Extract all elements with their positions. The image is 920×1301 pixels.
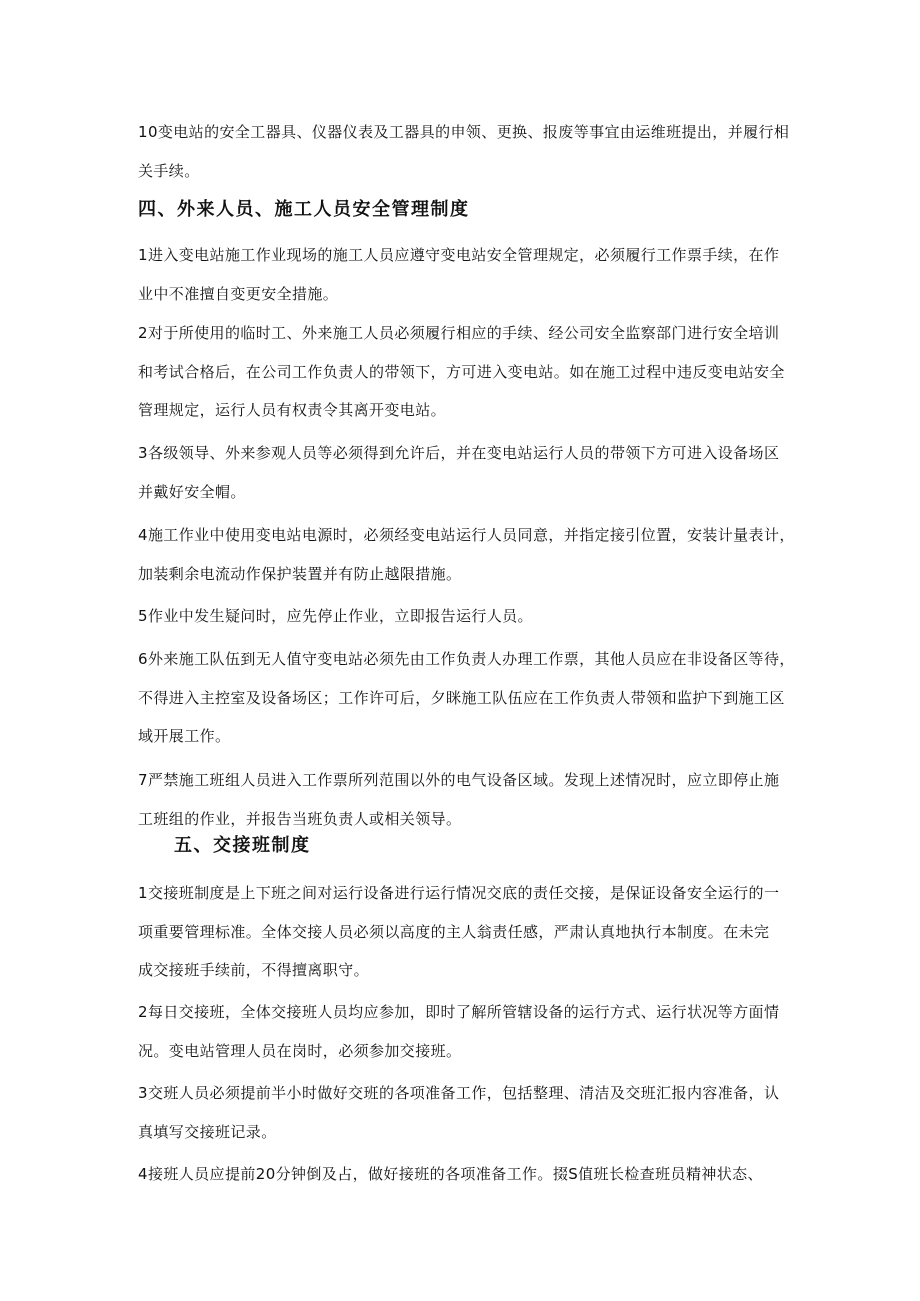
paragraph-item-7 xyxy=(138,761,798,838)
paragraph-line: 4接班人员应提前20分钟倒及占，做好接班的各项准备工作。掇S值班长检查班员精神状态、 xyxy=(138,1165,763,1183)
paragraph-line: 域开展工作。 xyxy=(138,727,231,745)
paragraph-line: 工班组的作业，并报告当班负责人或相关领导。 xyxy=(138,809,462,828)
paragraph-line: 2每日交接班，全体交接班人员均应参加，即时了解所管辖设备的运行方式、运行状况等方面情 xyxy=(138,1003,780,1021)
paragraph-line: 1进入变电站施工作业现场的施工人员应遵守变电站安全管理规定，必须履行工作票手续，在作 xyxy=(138,246,780,264)
paragraph-line: 2对于所使用的临时工、外来施工人员必须履行相应的手续、经公司安全监察部门进行安全培训 xyxy=(138,324,780,342)
paragraph-line: 3各级领导、外来参观人员等必须得到允许后，并在变电站运行人员的带领下方可进入设备场区 xyxy=(138,444,780,462)
paragraph-item-4 xyxy=(138,516,798,593)
paragraph-line: 业中不准擅自变更安全措施。 xyxy=(138,284,339,303)
paragraph-handover-1 xyxy=(138,874,798,990)
section-heading-4: 四、外来人员、施工人员安全管理制度 xyxy=(138,199,470,220)
paragraph-handover-2 xyxy=(138,993,798,1070)
paragraph-line: 和考试合格后，在公司工作负责人的带领下，方可进入变电站。如在施工过程中违反变电站安全 xyxy=(138,362,785,381)
paragraph-line: 加装剩余电流动作保护装置并有防止越限措施。 xyxy=(138,564,462,583)
paragraph-line: 不得进入主控室及设备场区；工作许可后，夕眯施工队伍应在工作负责人带领和监护下到施工区 xyxy=(138,688,785,707)
paragraph-line: 成交接班手续前，不得擅离职守。 xyxy=(138,961,370,979)
paragraph-line: 10变电站的安全工器具、仪器仪表及工器具的申领、更换、报废等事宜由运维班提出，并履行相 xyxy=(138,123,790,141)
paragraph-line: 并戴好安全帽。 xyxy=(138,482,246,501)
paragraph-line: 1交接班制度是上下班之间对运行设备进行运行情况交底的责任交接，是保证设备安全运行的一 xyxy=(138,884,780,902)
paragraph-item-1 xyxy=(138,236,798,313)
paragraph-item-3 xyxy=(138,434,798,511)
paragraph-line: 7严禁施工班组人员进入工作票所列范围以外的电气设备区域。发现上述情况时，应立即停止施 xyxy=(138,771,780,789)
paragraph-handover-4 xyxy=(138,1155,798,1194)
section-heading-5: 五、交接班制度 xyxy=(174,835,311,856)
paragraph-line: 6外来施工队伍到无人值守变电站必须先由工作负责人办理工作票，其他人员应在非设备区等待， xyxy=(138,650,795,668)
paragraph-line: 真填写交接班记录。 xyxy=(138,1122,277,1141)
paragraph-line: 5作业中发生疑问时，应先停止作业，立即报告运行人员。 xyxy=(138,607,533,625)
paragraph-item-6 xyxy=(138,640,798,756)
paragraph-tools xyxy=(138,113,798,190)
paragraph-handover-3 xyxy=(138,1074,798,1151)
paragraph-item-2 xyxy=(138,314,798,430)
paragraph-item-5 xyxy=(138,597,798,636)
paragraph-line: 关手续。 xyxy=(138,161,200,180)
paragraph-line: 4施工作业中使用变电站电源时，必须经变电站运行人员同意，并指定接引位置，安装计量表计， xyxy=(138,526,795,544)
paragraph-line: 况。变电站管理人员在岗时，必须参加交接班。 xyxy=(138,1041,462,1060)
paragraph-line: 3交班人员必须提前半小时做好交班的各项准备工作，包括整理、清洁及交班汇报内容准备，认 xyxy=(138,1084,780,1102)
paragraph-line: 项重要管理标准。全体交接人员必须以高度的主人翁责任感，严肃认真地执行本制度。在未完 xyxy=(138,922,770,941)
paragraph-line: 管理规定，运行人员有权责令其离开变电站。 xyxy=(138,401,447,419)
